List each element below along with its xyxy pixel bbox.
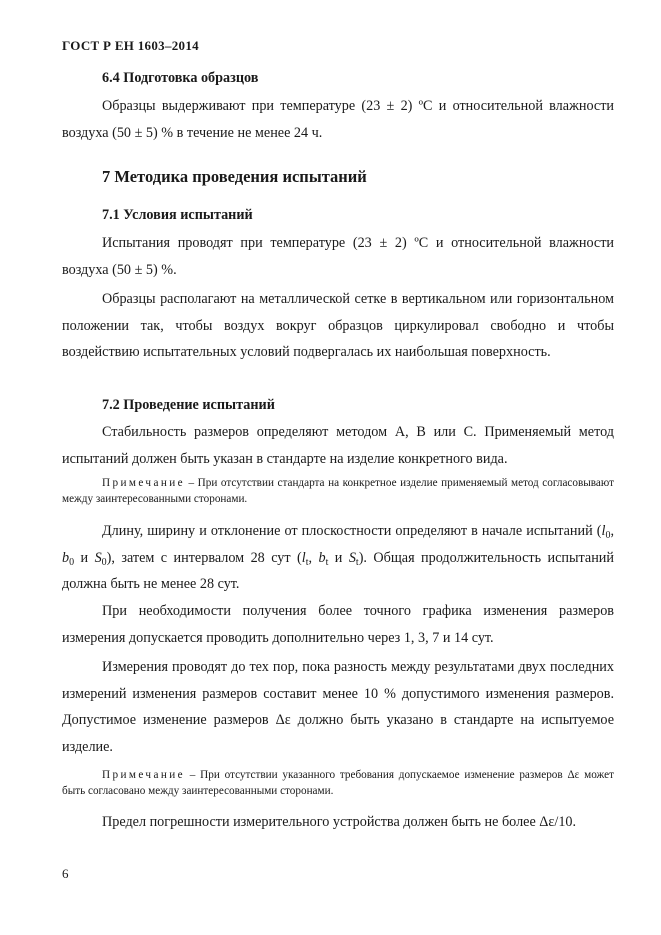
note-1-label: Примечание <box>102 477 185 489</box>
p2-text-2: ), затем с интервалом 28 сут ( <box>106 549 302 566</box>
section-7-1-paragraph-2: Образцы располагают на металлической сетке в вертикальном или горизонтальном положении так, чтобы воздух вокруг образцов циркулировал свободно и чтобы воздействию испытательных условий подвергалась их наибольшая поверхность. <box>62 291 614 360</box>
conjunction: и <box>74 549 95 566</box>
subscript-0: 0 <box>101 556 107 568</box>
note-1 <box>62 476 614 507</box>
page-number: 6 <box>62 866 69 881</box>
separator: , <box>308 549 319 566</box>
symbol-l: l <box>601 523 606 539</box>
section-7-2-paragraph-3: При необходимости получения более точного графика изменения размеров измерения допускается проводить дополнительно через 1, 3, 7 и 14 сут. <box>62 603 614 646</box>
subscript-0: 0 <box>605 530 611 541</box>
subscript-t: t <box>325 556 329 568</box>
section-7-2-paragraph-2 <box>62 518 614 598</box>
subscript-t: t <box>305 556 309 568</box>
section-7-2-paragraph-5: Предел погрешности измерительного устройства должен быть не более Δε/10. <box>102 814 577 830</box>
p2-text-1: Длину, ширину и отклонение от плоскостности определяют в начале испытаний ( <box>102 523 602 539</box>
symbol-b: b <box>62 549 70 566</box>
section-6-4-heading: 6.4 Подготовка образцов <box>102 70 259 86</box>
note-2-text: – При отсутствии указанного требования допускаемое изменение размеров Δε может быть согласовано между заинтересованными сторонами. <box>62 769 614 797</box>
section-7-2-heading: 7.2 Проведение испытаний <box>102 397 275 413</box>
symbol-l: l <box>301 549 306 566</box>
conjunction: и <box>328 549 349 566</box>
section-7-2-paragraph-4: Измерения проводят до тех пор, пока разность между результатами двух последних измерений изменения размеров составит менее 10 % допустимого изменения размеров. Допустимое изменение размеров Δε должно быть указано в стандарте на испытуемое изделие. <box>62 659 614 755</box>
standard-designation: ГОСТ Р ЕН 1603–2014 <box>62 38 199 53</box>
section-7-2-paragraph-1: Стабильность размеров определяют методом А, В или С. Применяемый метод испытаний должен быть указан в стандарте на изделие конкретного вида. <box>62 424 614 467</box>
subscript-t: t <box>355 556 359 568</box>
section-6-4-text: Образцы выдерживают при температуре (23 ± 2) ºС и относительной влажности воздуха (50 ± 5) % в течение не менее 24 ч. <box>62 98 614 141</box>
note-2-label: Примечание <box>102 769 185 781</box>
separator: , <box>610 523 614 539</box>
symbol-b: b <box>318 549 326 566</box>
symbol-s: S <box>348 549 356 566</box>
subscript-0: 0 <box>69 556 75 568</box>
section-7-1-heading: 7.1 Условия испытаний <box>102 207 253 223</box>
note-2 <box>62 768 614 799</box>
section-7-heading: 7 Методика проведения испытаний <box>102 167 367 186</box>
note-1-text: – При отсутствии стандарта на конкретное изделие применяемый метод согласовывают между заинтересованными сторонами. <box>62 477 614 505</box>
symbol-s: S <box>94 549 102 566</box>
p2-text-3: ). Общая продолжительность испытаний должна быть не менее 28 сут. <box>62 549 614 592</box>
section-7-1-paragraph-1: Испытания проводят при температуре (23 ± 2) ºС и относительной влажности воздуха (50 ± 5) %. <box>62 235 614 278</box>
